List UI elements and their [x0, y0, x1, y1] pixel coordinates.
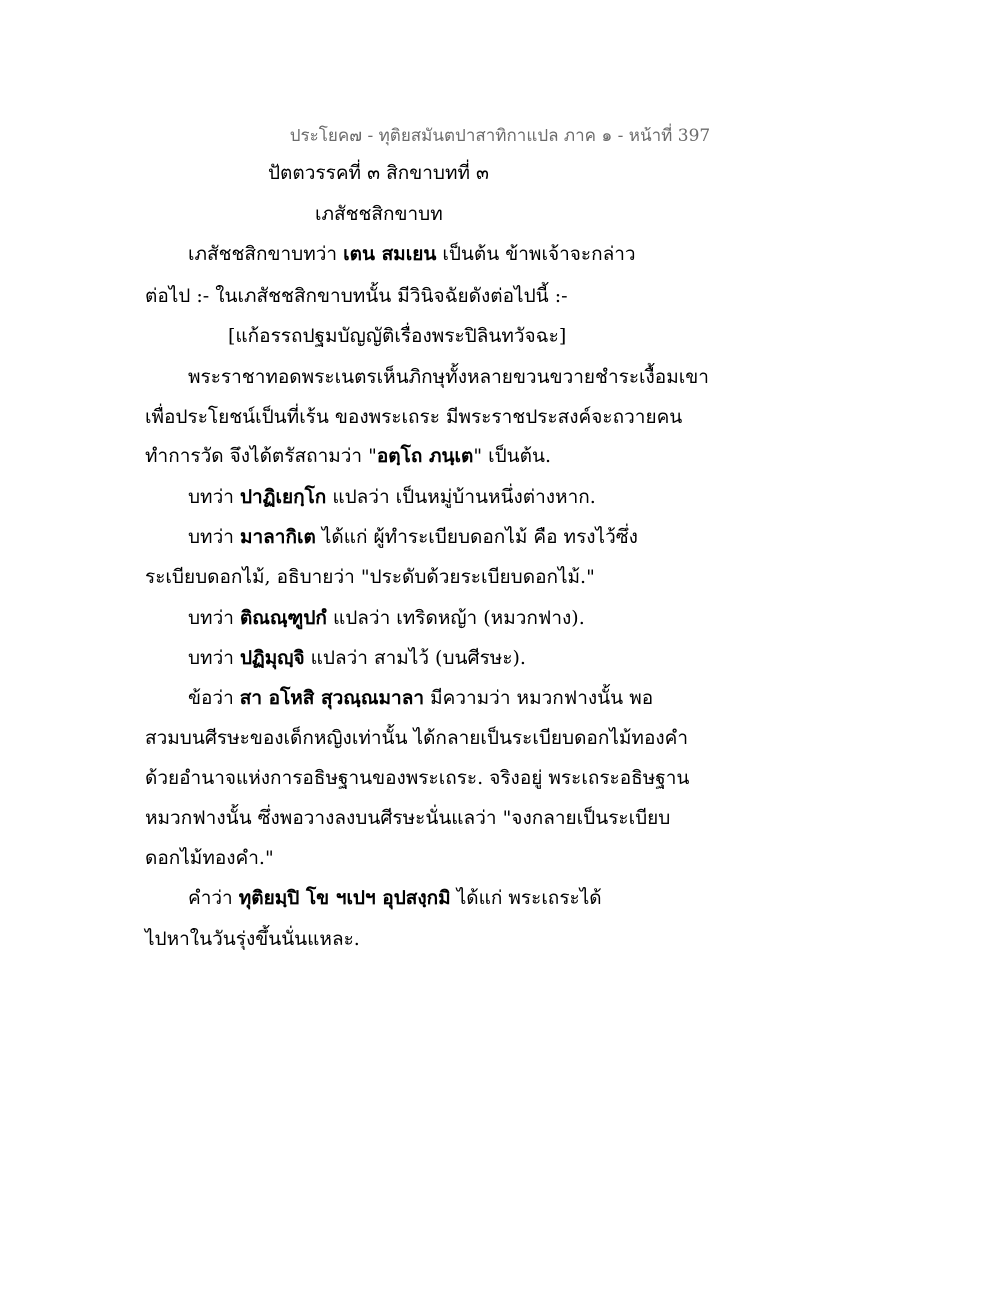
paragraph-7-line-5: ดอกไม้ทองคำ."	[145, 847, 274, 869]
paragraph-2-line-2: เพื่อประโยชน์เป็นที่เร้น ของพระเถระ มีพระราชประสงค์จะถวายคน	[145, 406, 683, 428]
text: เภสัชชสิกขาบทว่า	[188, 243, 344, 265]
text: " เป็นต้น.	[473, 445, 552, 467]
pali-term: ปฏิมุญฺจิ	[239, 647, 305, 669]
pali-term: มาลากิเต	[239, 526, 316, 548]
pali-term: อตฺโถ ภนฺเต	[376, 445, 474, 467]
text: มีความว่า หมวกฟางนั้น พอ	[424, 687, 654, 709]
paragraph-4-line-2: ระเบียบดอกไม้, อธิบายว่า "ประดับด้วยระเบียบดอกไม้."	[145, 566, 595, 588]
paragraph-7-line-2: สวมบนศีรษะของเด็กหญิงเท่านั้น ได้กลายเป็นระเบียบดอกไม้ทองคำ	[145, 727, 689, 749]
pali-term: เตน สมเยน	[343, 243, 437, 265]
text: ข้อว่า	[188, 687, 240, 709]
paragraph-4-line-1	[188, 524, 638, 550]
subheading: [แก้อรรถปฐมบัญญัติเรื่องพระปิลินทวัจฉะ]	[228, 325, 567, 347]
text: ได้แก่ พระเถระได้	[450, 887, 602, 909]
running-header: ประโยค๗ - ทุติยสมันตปาสาทิกาแปล ภาค ๑ - หน้าที่ 397	[289, 126, 711, 146]
text: บทว่า	[188, 607, 240, 629]
pali-term: ติณณฺฑูปกํ	[239, 607, 327, 629]
rule-title: เภสัชชสิกขาบท	[315, 203, 443, 225]
paragraph-8-line-1	[188, 885, 602, 911]
paragraph-3	[188, 484, 596, 510]
text: บทว่า	[188, 526, 240, 548]
paragraph-6	[188, 645, 526, 671]
paragraph-2-line-1: พระราชาทอดพระเนตรเห็นภิกษุทั้งหลายขวนขวายชำระเงื้อมเขา	[188, 366, 709, 388]
paragraph-5	[188, 605, 585, 631]
pali-term: ทุติยมฺปิ โข ฯเปฯ อุปสงฺกมิ	[238, 887, 451, 909]
section-title: ปัตตวรรคที่ ๓ สิกขาบทที่ ๓	[268, 162, 490, 184]
text: ทำการวัด จึงได้ตรัสถามว่า "	[145, 445, 377, 467]
text: ได้แก่ ผู้ทำระเบียบดอกไม้ คือ ทรงไว้ซึ่ง	[315, 526, 638, 548]
text: แปลว่า เทริดหญ้า (หมวกฟาง).	[326, 607, 585, 629]
pali-term: สา อโหสิ สุวณฺณมาลา	[239, 687, 425, 709]
paragraph-1-line-2: ต่อไป :- ในเภสัชชสิกขาบทนั้น มีวินิจฉัยดังต่อไปนี้ :-	[145, 285, 568, 307]
text: แปลว่า เป็นหมู่บ้านหนึ่งต่างหาก.	[326, 486, 596, 508]
text: คำว่า	[188, 887, 239, 909]
pali-term: ปาฏิเยกฺโก	[239, 486, 327, 508]
paragraph-1-line-1	[188, 241, 636, 267]
text: บทว่า	[188, 647, 240, 669]
text: แปลว่า สามไว้ (บนศีรษะ).	[304, 647, 526, 669]
paragraph-7-line-3: ด้วยอำนาจแห่งการอธิษฐานของพระเถระ. จริงอยู่ พระเถระอธิษฐาน	[145, 767, 690, 789]
text: เป็นต้น ข้าพเจ้าจะกล่าว	[436, 243, 636, 265]
paragraph-7-line-1	[188, 685, 653, 711]
paragraph-8-line-2: ไปหาในวันรุ่งขึ้นนั่นแหละ.	[145, 928, 360, 950]
paragraph-7-line-4: หมวกฟางนั้น ซึ่งพอวางลงบนศีรษะนั่นแลว่า "จงกลายเป็นระเบียบ	[145, 807, 671, 829]
text: บทว่า	[188, 486, 240, 508]
paragraph-2-line-3	[145, 443, 551, 469]
